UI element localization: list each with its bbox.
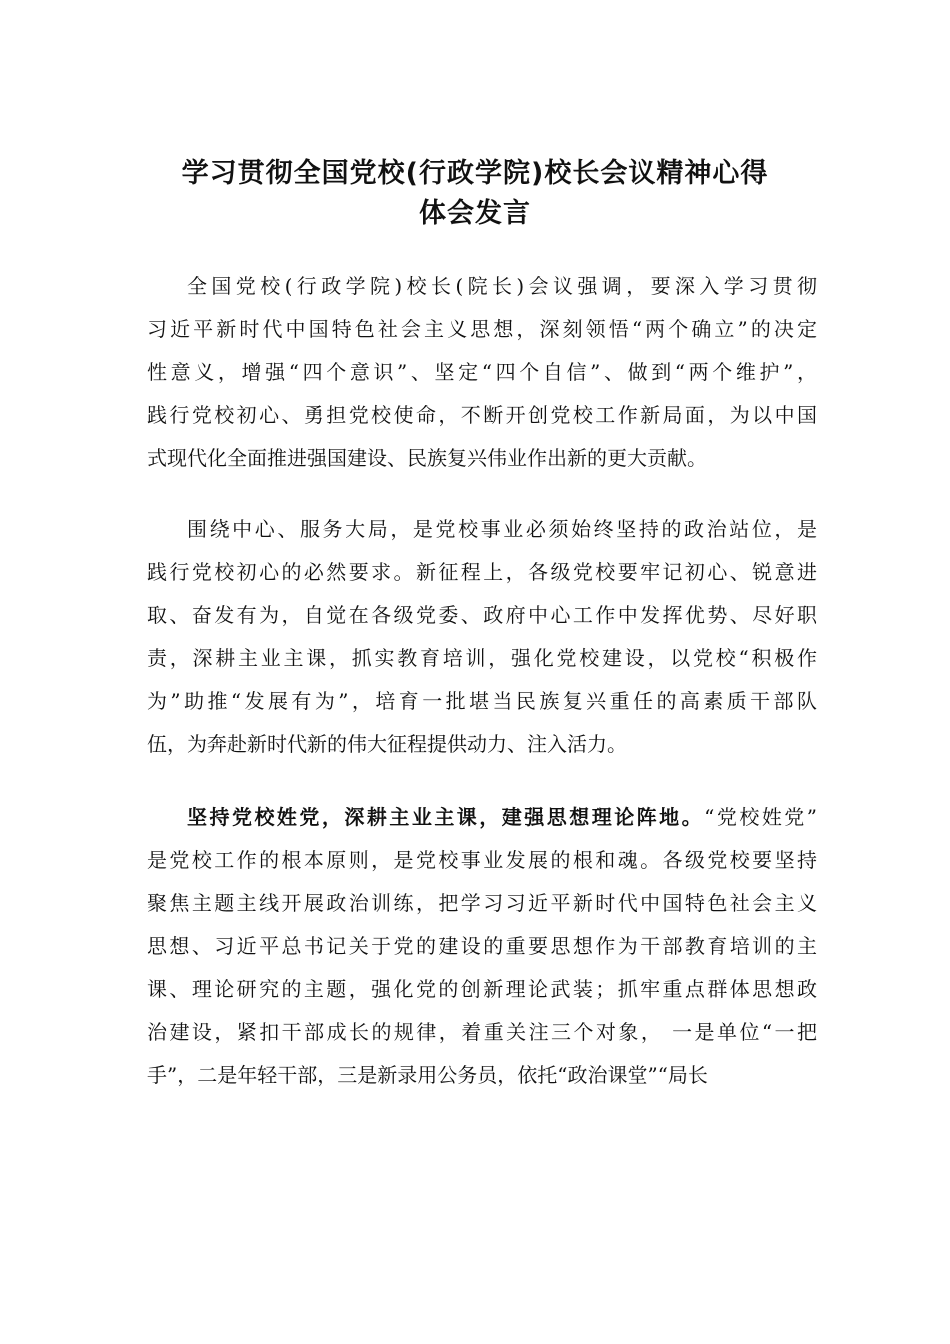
title-line: 体会发言 — [419, 198, 531, 229]
paragraph-line: 全国党校(行政学院)校长(院长)会议强调，要深入学习贯彻 — [187, 274, 817, 298]
paragraph-line: 为”助推“发展有为”，培育一批堪当民族复兴重任的高素质干部队 — [147, 689, 817, 713]
paragraph-1 — [147, 265, 817, 480]
paragraph-line: 式现代化全面推进强国建设、民族复兴伟业作出新的更大贡献。 — [147, 446, 707, 470]
paragraph-line: 围绕中心、服务大局，是党校事业必须始终坚持的政治站位，是 — [187, 517, 817, 541]
paragraph-line: 责，深耕主业主课，抓实教育培训，强化党校建设，以党校“积极作 — [147, 646, 817, 670]
title-line: 学习贯彻全国党校(行政学院)校长会议精神心得 — [181, 158, 769, 189]
paragraph-line: 性意义，增强“四个意识”、坚定“四个自信”、做到“两个维护”， — [147, 360, 817, 384]
paragraph-line: 课、理论研究的主题，强化党的创新理论武装；抓牢重点群体思想政 — [147, 977, 817, 1001]
document-title — [120, 154, 830, 234]
paragraph-line: 践行党校初心、勇担党校使命，不断开创党校工作新局面，为以中国 — [147, 403, 817, 427]
paragraph-2 — [147, 508, 817, 766]
paragraph-line: 是党校工作的根本原则，是党校事业发展的根和魂。各级党校要坚持 — [147, 848, 817, 872]
paragraph-line: 思想、习近平总书记关于党的建设的重要思想作为干部教育培训的主 — [147, 934, 817, 958]
paragraph-first-line-rest: “党校姓党” — [704, 805, 818, 829]
paragraph-line: 习近平新时代中国特色社会主义思想，深刻领悟“两个确立”的决定 — [147, 317, 817, 341]
paragraph-line: 践行党校初心的必然要求。新征程上，各级党校要牢记初心、锐意进 — [147, 560, 817, 584]
paragraph-lead-heading: 坚持党校姓党，深耕主业主课，建强思想理论阵地。 — [187, 805, 705, 829]
paragraph-line: 伍，为奔赴新时代新的伟大征程提供动力、注入活力。 — [147, 732, 627, 756]
paragraph-line: 治建设，紧扣干部成长的规律，着重关注三个对象， 一是单位“一把 — [147, 1020, 817, 1044]
paragraph-3 — [147, 796, 817, 1097]
paragraph-line: 手”，二是年轻干部，三是新录用公务员，依托“政治课堂”“局长 — [147, 1063, 708, 1087]
paragraph-line: 聚焦主题主线开展政治训练，把学习习近平新时代中国特色社会主义 — [147, 891, 817, 915]
paragraph-line: 取、奋发有为，自觉在各级党委、政府中心工作中发挥优势、尽好职 — [147, 603, 817, 627]
paragraph-first-line — [147, 796, 817, 839]
